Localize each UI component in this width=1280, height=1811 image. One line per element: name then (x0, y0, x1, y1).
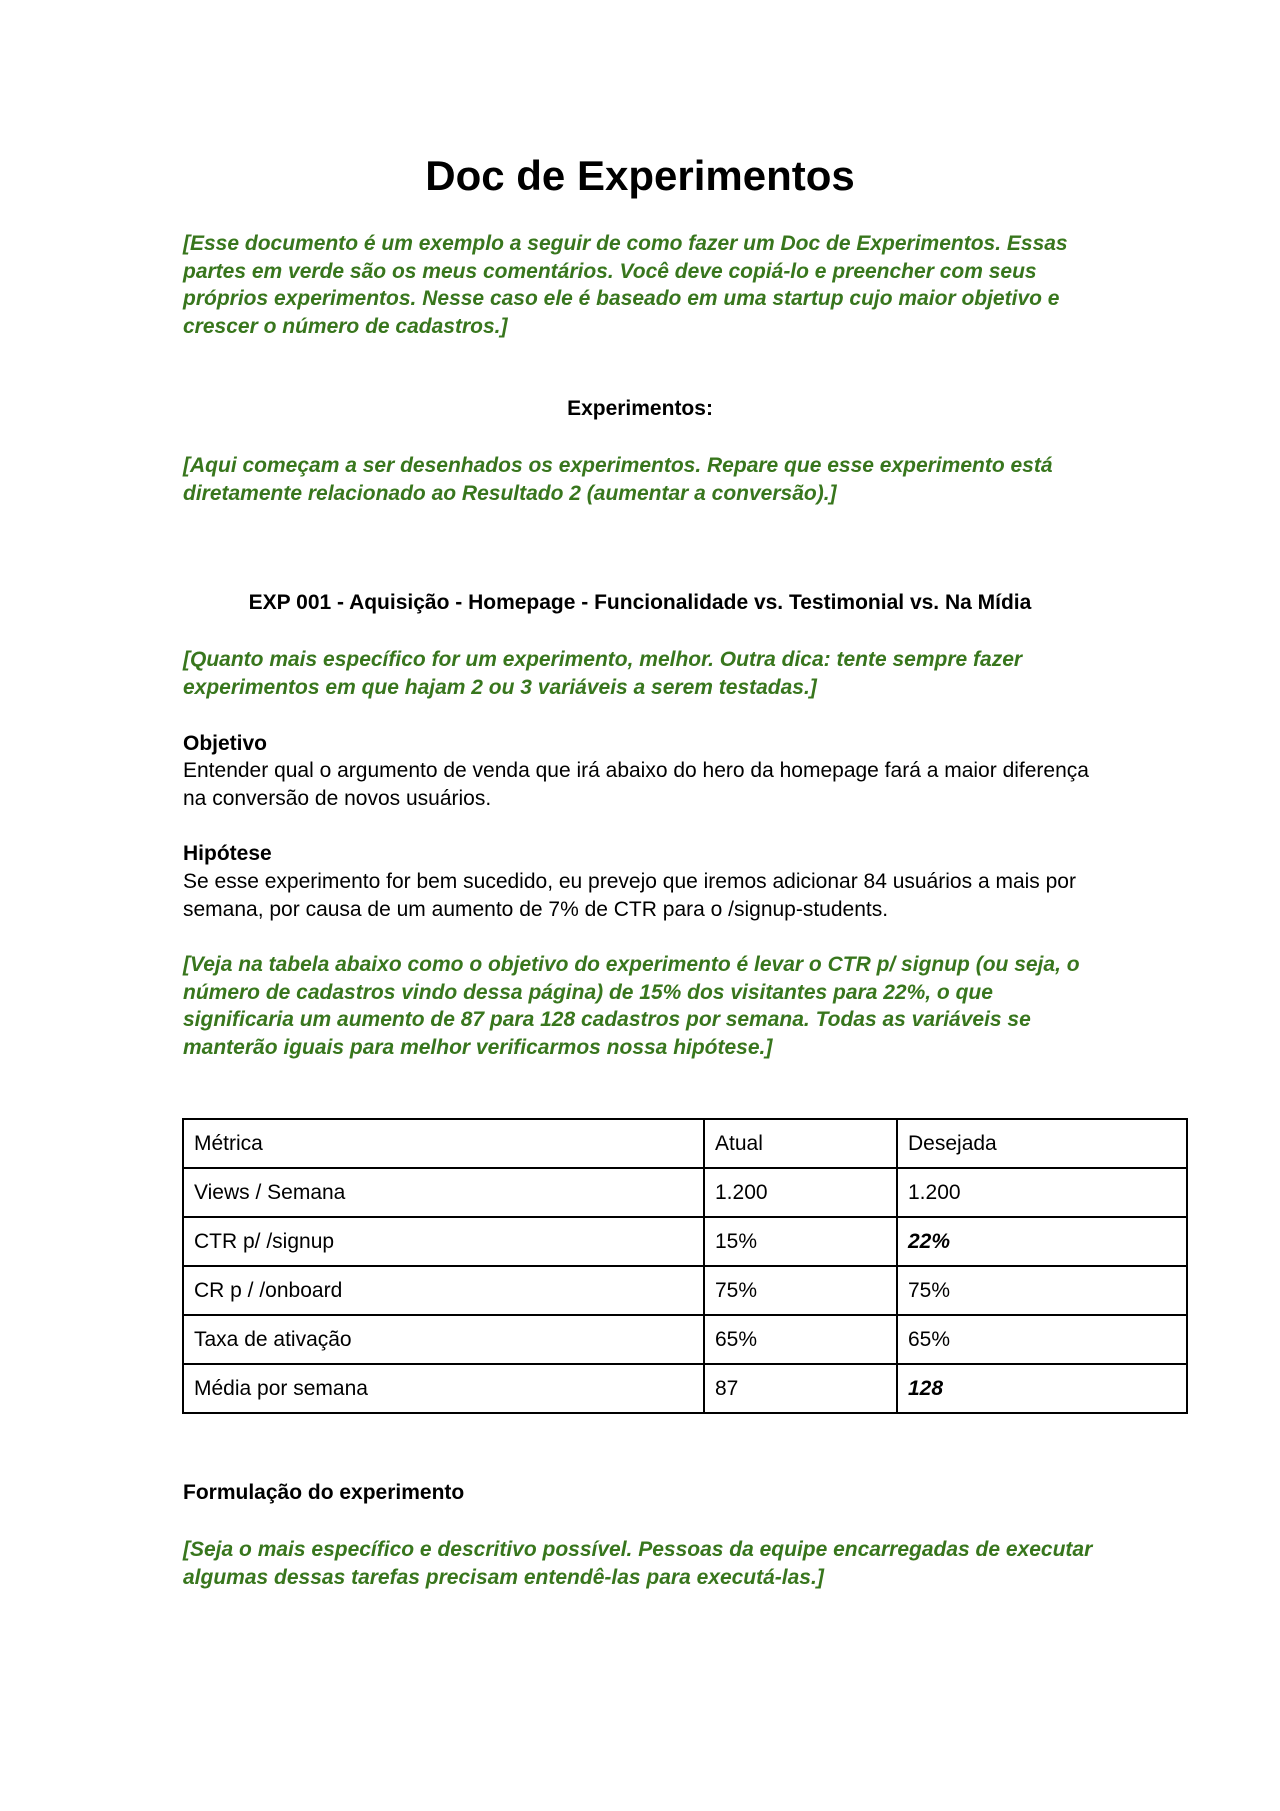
table-row (183, 1266, 1187, 1315)
table-row (183, 1168, 1187, 1217)
table-row (183, 1315, 1187, 1364)
table-cell: 1.200 (897, 1168, 1187, 1217)
table-cell: 87 (704, 1364, 897, 1413)
table-comment: [Veja na tabela abaixo como o objetivo do experimento é levar o CTR p/ signup (ou seja, o número de cadastros vindo dessa página) de 15% dos visitantes para 22%, o que significaria um aumento de 87 para 128 cadastros por semana. Todas as variáveis se manterão iguais para melhor verificarmos nossa hipótese.] (183, 953, 1080, 1060)
table-cell: Views / Semana (183, 1168, 704, 1217)
experiment-comment: [Quanto mais específico for um experimento, melhor. Outra dica: tente sempre fazer experimentos em que hajam 2 ou 3 variáveis a serem testadas.] (183, 648, 1023, 699)
page-title: Doc de Experimentos (425, 152, 855, 199)
experiments-comment: [Aqui começam a ser desenhados os experimentos. Repare que esse experimento está diretamente relacionado ao Resultado 2 (aumentar a conversão).] (183, 454, 1053, 505)
table-cell: CR p / /onboard (183, 1266, 704, 1315)
table-row (183, 1217, 1187, 1266)
header-cell: Desejada (897, 1119, 1187, 1168)
intro-comment: [Esse documento é um exemplo a seguir de como fazer um Doc de Experimentos. Essas partes em verde são os meus comentários. Você deve copiá-lo e preencher com seus próprios experimentos. Nesse caso ele é baseado em uma startup cujo maior objetivo e crescer o número de cadastros.] (183, 232, 1068, 339)
hipotese-label: Hipótese (183, 842, 272, 865)
table-cell: 22% (897, 1217, 1187, 1266)
hipotese-text: Se esse experimento for bem sucedido, eu prevejo que iremos adicionar 84 usuários a mais por semana, por causa de um aumento de 7% de CTR para o /signup-students. (183, 870, 1076, 921)
table-cell: 15% (704, 1217, 897, 1266)
table-cell: Média por semana (183, 1364, 704, 1413)
header-cell: Atual (704, 1119, 897, 1168)
table-cell: 65% (704, 1315, 897, 1364)
objetivo-text: Entender qual o argumento de venda que irá abaixo do hero da homepage fará a maior diferença na conversão de novos usuários. (183, 759, 1089, 810)
metrics-table (182, 1118, 1188, 1414)
table-cell: CTR p/ /signup (183, 1217, 704, 1266)
table-cell: 128 (897, 1364, 1187, 1413)
experiment-title: EXP 001 - Aquisição - Homepage - Funcionalidade vs. Testimonial vs. Na Mídia (248, 591, 1032, 614)
header-cell: Métrica (183, 1119, 704, 1168)
table-cell: 65% (897, 1315, 1187, 1364)
formulacao-comment: [Seja o mais específico e descritivo possível. Pessoas da equipe encarregadas de executar algumas dessas tarefas precisam entendê-las para executá-las.] (183, 1538, 1093, 1589)
table-cell: 75% (704, 1266, 897, 1315)
table-cell: Taxa de ativação (183, 1315, 704, 1364)
objetivo-label: Objetivo (183, 732, 268, 755)
formulacao-label: Formulação do experimento (183, 1481, 465, 1504)
table-cell: 75% (897, 1266, 1187, 1315)
table-header-row (183, 1119, 1187, 1168)
experiments-heading: Experimentos: (567, 397, 713, 420)
table-cell: 1.200 (704, 1168, 897, 1217)
table-row (183, 1364, 1187, 1413)
